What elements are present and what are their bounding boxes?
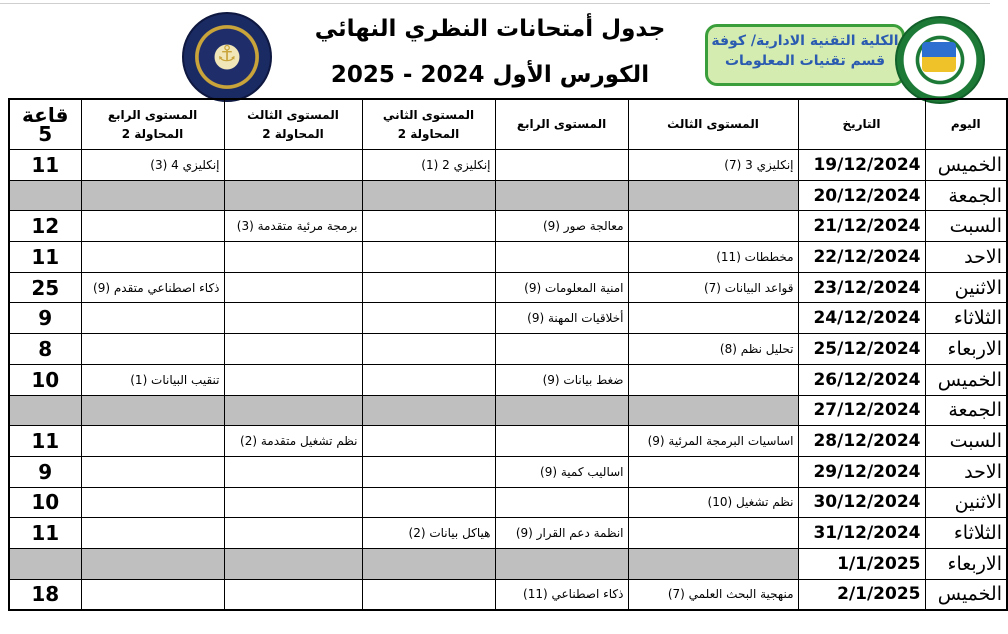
row-day: الاربعاء <box>925 548 1007 579</box>
row-level4-attempt2-exam <box>81 426 224 457</box>
row-date: 23/12/2024 <box>798 272 925 303</box>
row-level3-exam: قواعد البيانات (7) <box>628 272 798 303</box>
row-day: الثلاثاء <box>925 303 1007 334</box>
row-day: الاحد <box>925 456 1007 487</box>
row-level3-exam: اساسيات البرمجة المرئية (9) <box>628 426 798 457</box>
row-date: 28/12/2024 <box>798 426 925 457</box>
row-level3-exam: إنكليزي 3 (7) <box>628 150 798 181</box>
header-hall: قاعة 5 <box>9 99 81 150</box>
row-level3-exam: مخططات (11) <box>628 242 798 273</box>
row-level3-attempt2-exam <box>224 303 362 334</box>
row-level2-attempt2-exam <box>362 579 495 610</box>
row-level3-attempt2-exam: نظم تشغيل متقدمة (2) <box>224 426 362 457</box>
row-day: الخميس <box>925 150 1007 181</box>
row-level3-attempt2-exam <box>224 518 362 549</box>
college-name: الكلية التقنية الادارية/ كوفة <box>711 33 899 49</box>
row-level2-attempt2-exam: هياكل بيانات (2) <box>362 518 495 549</box>
table-row <box>9 395 1007 426</box>
row-day: الاثنين <box>925 272 1007 303</box>
row-level4-exam <box>495 180 628 211</box>
row-level3-exam: تحليل نظم (8) <box>628 334 798 365</box>
row-level3-attempt2-exam <box>224 395 362 426</box>
row-level4-exam <box>495 426 628 457</box>
row-hall-count: 10 <box>9 487 81 518</box>
row-level3-attempt2-exam <box>224 180 362 211</box>
row-hall-count: 18 <box>9 579 81 610</box>
row-level2-attempt2-exam <box>362 487 495 518</box>
document-header <box>0 4 990 98</box>
university-seal-logo <box>182 12 272 102</box>
row-level3-exam: منهجية البحث العلمي (7) <box>628 579 798 610</box>
table-row <box>9 364 1007 395</box>
row-day: الاحد <box>925 242 1007 273</box>
row-date: 26/12/2024 <box>798 364 925 395</box>
row-hall-count: 11 <box>9 426 81 457</box>
row-hall-count: 8 <box>9 334 81 365</box>
row-day: الجمعة <box>925 395 1007 426</box>
row-level3-attempt2-exam <box>224 272 362 303</box>
table-row <box>9 334 1007 365</box>
row-day: الخميس <box>925 364 1007 395</box>
row-hall-count: 9 <box>9 303 81 334</box>
header-date: التاريخ <box>798 99 925 150</box>
row-level4-attempt2-exam <box>81 579 224 610</box>
row-level3-attempt2-exam: برمجة مرئية متقدمة (3) <box>224 211 362 242</box>
row-level4-attempt2-exam <box>81 303 224 334</box>
row-day: الجمعة <box>925 180 1007 211</box>
row-level4-attempt2-exam <box>81 180 224 211</box>
row-level2-attempt2-exam <box>362 211 495 242</box>
table-row <box>9 487 1007 518</box>
row-level4-exam: ذكاء اصطناعي (11) <box>495 579 628 610</box>
row-level3-exam <box>628 518 798 549</box>
row-level2-attempt2-exam <box>362 303 495 334</box>
row-level4-exam: ضغط بيانات (9) <box>495 364 628 395</box>
table-row <box>9 150 1007 181</box>
row-hall-count: 11 <box>9 518 81 549</box>
row-level4-attempt2-exam: تنقيب البيانات (1) <box>81 364 224 395</box>
row-level4-exam: انظمة دعم القرار (9) <box>495 518 628 549</box>
row-level3-exam: نظم تشغيل (10) <box>628 487 798 518</box>
exam-schedule-table <box>8 98 1008 611</box>
table-row <box>9 518 1007 549</box>
row-date: 24/12/2024 <box>798 303 925 334</box>
row-date: 22/12/2024 <box>798 242 925 273</box>
row-level3-attempt2-exam <box>224 487 362 518</box>
row-level4-attempt2-exam <box>81 487 224 518</box>
row-level2-attempt2-exam: إنكليزي 2 (1) <box>362 150 495 181</box>
row-level3-attempt2-exam <box>224 334 362 365</box>
row-date: 1/1/2025 <box>798 548 925 579</box>
row-level3-exam <box>628 395 798 426</box>
page-subtitle: الكورس الأول 2024 - 2025 <box>330 62 650 88</box>
row-level4-attempt2-exam <box>81 395 224 426</box>
row-level4-exam <box>495 150 628 181</box>
row-level2-attempt2-exam <box>362 334 495 365</box>
table-row <box>9 272 1007 303</box>
row-day: الخميس <box>925 579 1007 610</box>
header-day: اليوم <box>925 99 1007 150</box>
college-label-box <box>705 24 905 86</box>
row-level2-attempt2-exam <box>362 456 495 487</box>
row-level4-attempt2-exam <box>81 334 224 365</box>
row-date: 20/12/2024 <box>798 180 925 211</box>
row-hall-count: 10 <box>9 364 81 395</box>
row-level4-exam <box>495 242 628 273</box>
row-level3-exam <box>628 303 798 334</box>
table-row <box>9 548 1007 579</box>
row-hall-count <box>9 180 81 211</box>
table-row <box>9 180 1007 211</box>
row-level4-exam: أخلاقيات المهنة (9) <box>495 303 628 334</box>
table-header-row <box>9 99 1007 150</box>
row-level3-exam <box>628 211 798 242</box>
row-hall-count: 11 <box>9 242 81 273</box>
row-date: 21/12/2024 <box>798 211 925 242</box>
row-level4-exam: معالجة صور (9) <box>495 211 628 242</box>
row-level3-exam <box>628 364 798 395</box>
row-hall-count <box>9 395 81 426</box>
row-level4-exam <box>495 487 628 518</box>
row-date: 25/12/2024 <box>798 334 925 365</box>
header-level4: المستوى الرابع <box>495 99 628 150</box>
row-day: الاثنين <box>925 487 1007 518</box>
row-level2-attempt2-exam <box>362 548 495 579</box>
row-level3-attempt2-exam <box>224 548 362 579</box>
row-level3-attempt2-exam <box>224 364 362 395</box>
row-level4-exam: امنية المعلومات (9) <box>495 272 628 303</box>
row-hall-count: 12 <box>9 211 81 242</box>
row-day: السبت <box>925 211 1007 242</box>
header-level2-attempt2: المستوى الثاني المحاولة 2 <box>362 99 495 150</box>
row-date: 2/1/2025 <box>798 579 925 610</box>
row-level4-exam <box>495 548 628 579</box>
college-logo <box>895 16 985 104</box>
row-level3-attempt2-exam <box>224 456 362 487</box>
row-level3-attempt2-exam <box>224 150 362 181</box>
row-level3-exam <box>628 548 798 579</box>
row-level3-attempt2-exam <box>224 242 362 273</box>
row-date: 30/12/2024 <box>798 487 925 518</box>
row-level2-attempt2-exam <box>362 364 495 395</box>
row-date: 31/12/2024 <box>798 518 925 549</box>
table-row <box>9 426 1007 457</box>
row-level3-attempt2-exam <box>224 579 362 610</box>
row-level4-attempt2-exam <box>81 211 224 242</box>
header-level3-attempt2: المستوى الثالث المحاولة 2 <box>224 99 362 150</box>
row-level3-exam <box>628 180 798 211</box>
header-level3: المستوى الثالث <box>628 99 798 150</box>
header-level4-attempt2: المستوى الرابع المحاولة 2 <box>81 99 224 150</box>
row-level2-attempt2-exam <box>362 426 495 457</box>
row-day: السبت <box>925 426 1007 457</box>
row-date: 27/12/2024 <box>798 395 925 426</box>
table-row <box>9 579 1007 610</box>
table-row <box>9 303 1007 334</box>
row-day: الثلاثاء <box>925 518 1007 549</box>
table-row <box>9 242 1007 273</box>
row-level2-attempt2-exam <box>362 272 495 303</box>
row-hall-count: 25 <box>9 272 81 303</box>
row-level4-exam <box>495 334 628 365</box>
row-level2-attempt2-exam <box>362 242 495 273</box>
row-level4-attempt2-exam <box>81 548 224 579</box>
row-date: 29/12/2024 <box>798 456 925 487</box>
row-day: الاربعاء <box>925 334 1007 365</box>
table-row <box>9 211 1007 242</box>
table-row <box>9 456 1007 487</box>
row-level4-attempt2-exam <box>81 518 224 549</box>
row-hall-count: 9 <box>9 456 81 487</box>
row-level4-attempt2-exam <box>81 456 224 487</box>
row-level4-exam: اساليب كمية (9) <box>495 456 628 487</box>
row-level4-attempt2-exam <box>81 242 224 273</box>
department-name: قسم تقنيات المعلومات <box>724 53 886 69</box>
row-level2-attempt2-exam <box>362 180 495 211</box>
row-date: 19/12/2024 <box>798 150 925 181</box>
row-level4-attempt2-exam: إنكليزي 4 (3) <box>81 150 224 181</box>
row-level4-exam <box>495 395 628 426</box>
row-level3-exam <box>628 456 798 487</box>
anchor-icon: ⚓ <box>217 42 237 67</box>
row-hall-count: 11 <box>9 150 81 181</box>
book-icon <box>922 42 956 72</box>
row-hall-count <box>9 548 81 579</box>
page-title: جدول أمتحانات النظري النهائي <box>314 16 666 42</box>
row-level2-attempt2-exam <box>362 395 495 426</box>
row-level4-attempt2-exam: ذكاء اصطناعي متقدم (9) <box>81 272 224 303</box>
